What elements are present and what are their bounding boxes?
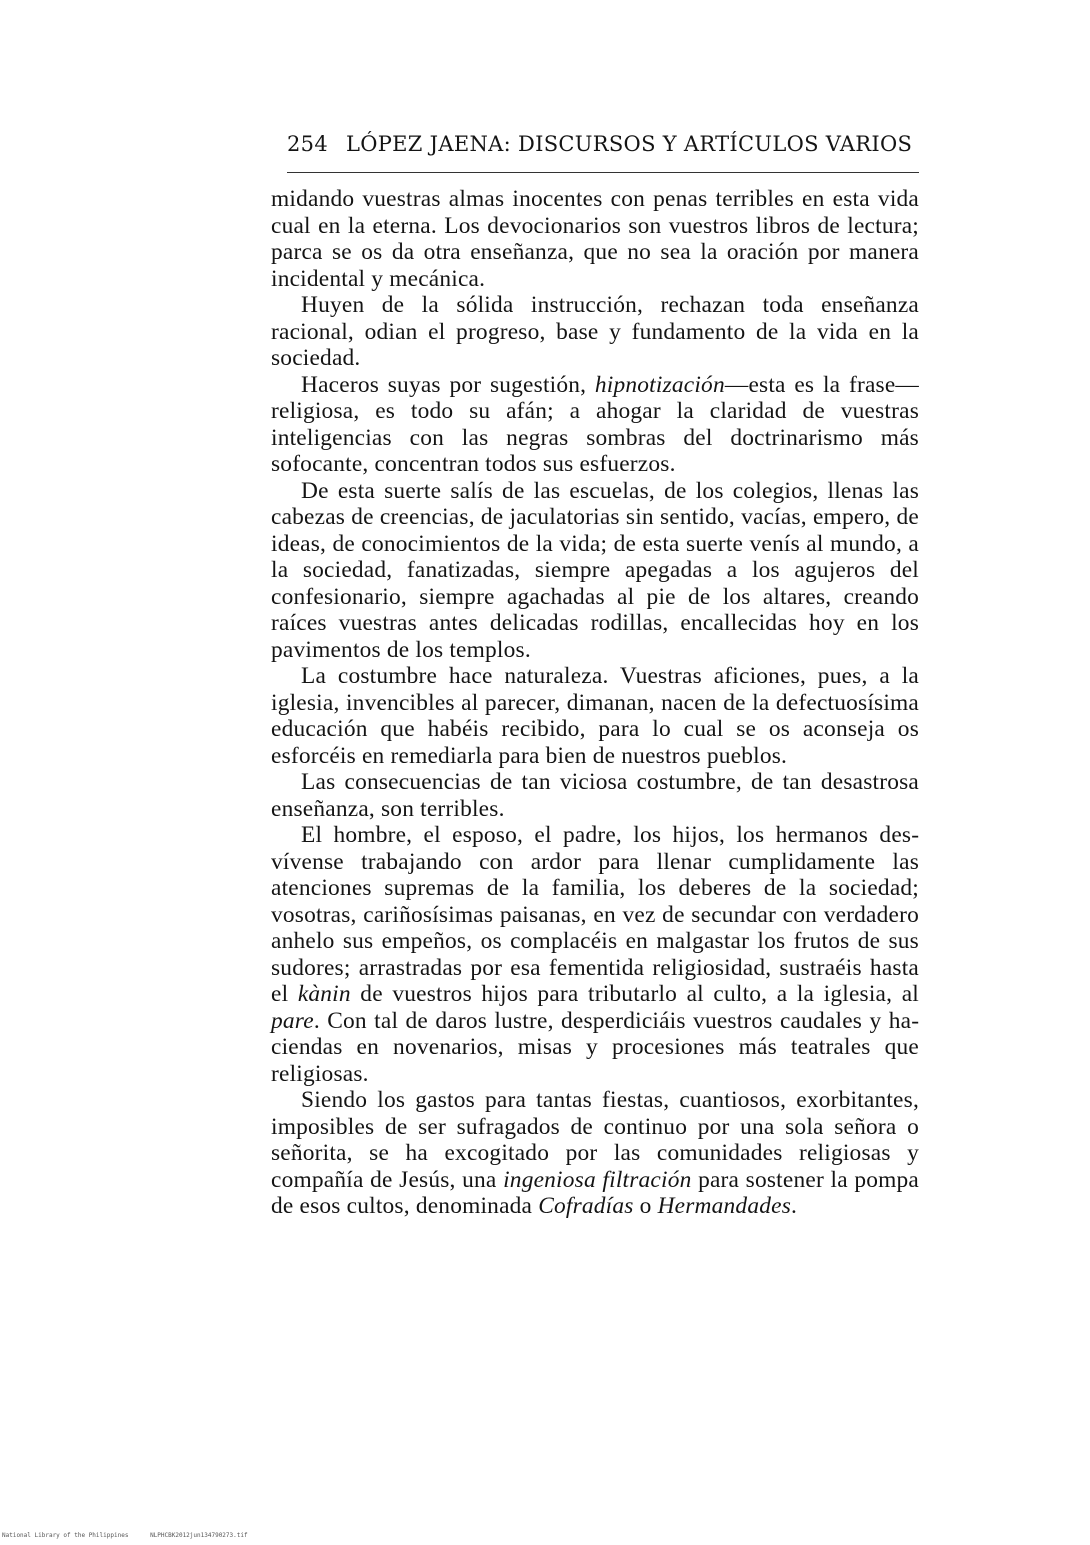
- text-run: o: [633, 1193, 658, 1219]
- paragraph-8: [271, 1087, 919, 1220]
- text-run: Haceros suyas por sugestión,: [301, 371, 595, 398]
- running-title: LÓPEZ JAENA: DISCURSOS Y ARTÍCULOS VARIOS: [345, 132, 913, 156]
- page-number: 254: [287, 132, 328, 156]
- paragraph-5: [271, 663, 919, 769]
- text-run: —esta es la frase—religiosa, es todo su afán; a ahogar la claridad de vuestras inteligencias con las negras sombras del doctrinarismo más sofocante, concentran todos sus esfuerzos.: [271, 371, 919, 477]
- italic-text: Cofradías: [538, 1193, 634, 1219]
- italic-text: Hermandades: [657, 1193, 792, 1219]
- text-run: Las consecuencias de tan viciosa costumbre, de tan desastrosa enseñanza, son terribles.: [271, 769, 919, 822]
- paragraph-6: [271, 769, 919, 822]
- text-run: de vuestros hijos para tributarlo al culto, a la iglesia, al: [350, 981, 919, 1007]
- scan-footer: [2, 1532, 248, 1539]
- text-run: midando vuestras almas inocentes con penas terribles en esta vida cual en la eterna. Los devocionarios son vuestros libros de lectura; parca se os da otra enseñanza, que no sea la oración por manera incidental y mecánica.: [271, 186, 919, 292]
- text-run: .: [791, 1193, 798, 1219]
- text-run: para sostener la pompa de esos cultos, denominada: [271, 1166, 920, 1219]
- paragraph-3: [271, 372, 919, 478]
- running-head: [287, 132, 919, 156]
- footer-filename: NLPHCBK2012jun134790273.tif: [150, 1532, 248, 1539]
- italic-text: kànin: [297, 981, 351, 1007]
- text-run: Huyen de la sólida instrucción, rechazan toda enseñanza racional, odian el progreso, base y fundamento de la vida en la sociedad.: [271, 292, 919, 371]
- italic-text: pare: [271, 1007, 314, 1034]
- text-run: El hombre, el esposo, el padre, los hijos, los hermanos desvívense trabajando con ardor para llenar cumplidamente las atenciones supremas de la familia, los deberes de la sociedad; vosotras, cariñosísimas paisanas, en vez de secundar con verdadero anhelo sus empeños, os complacéis en malgastar los frutos de sus sudores; arrastradas por esa fementida religiosidad, sustraéis hasta el: [271, 822, 919, 1007]
- paragraph-2: [271, 292, 919, 372]
- paragraph-4: [271, 478, 919, 664]
- body-text: [271, 186, 919, 1220]
- text-run: La costumbre hace naturaleza. Vuestras aficiones, pues, a la iglesia, invencibles al parecer, dimanan, nacen de la defectuosísima educación que habéis recibido, para lo cual se os aconseja os esforcéis en remediarla para bien de nuestros pueblos.: [271, 663, 919, 769]
- italic-text: ingeniosa filtración: [503, 1166, 692, 1193]
- italic-text: hipnotización: [594, 371, 725, 398]
- text-run: De esta suerte salís de las escuelas, de los colegios, llenas las cabezas de creencias, de jaculatorias sin sentido, vacías, empero, de ideas, de conocimientos de la vida; de esta suerte venís al mundo, a la sociedad, fanatizadas, siempre apegadas a los agujeros del confesionario, siempre agachadas al pie de los altares, creando raíces vuestras antes delicadas rodillas, encallecidas hoy en los pavimentos de los templos.: [271, 477, 919, 663]
- paragraph-7: [271, 822, 919, 1087]
- header-rule: [287, 172, 919, 173]
- paragraph-1: [271, 186, 919, 292]
- footer-library: National Library of the Philippines: [2, 1532, 129, 1539]
- text-run: Siendo los gastos para tantas fiestas, cuantiosos, exorbitantes, imposibles de ser sufragados de continuo por una sola señora o señorita, se ha excogitado por las comunidades religiosas y compañía de Jesús, una: [271, 1087, 919, 1193]
- text-run: . Con tal de daros lustre, desperdiciáis vuestros caudales y haciendas en novenarios, misas y procesiones más teatrales que religiosas.: [271, 1007, 919, 1087]
